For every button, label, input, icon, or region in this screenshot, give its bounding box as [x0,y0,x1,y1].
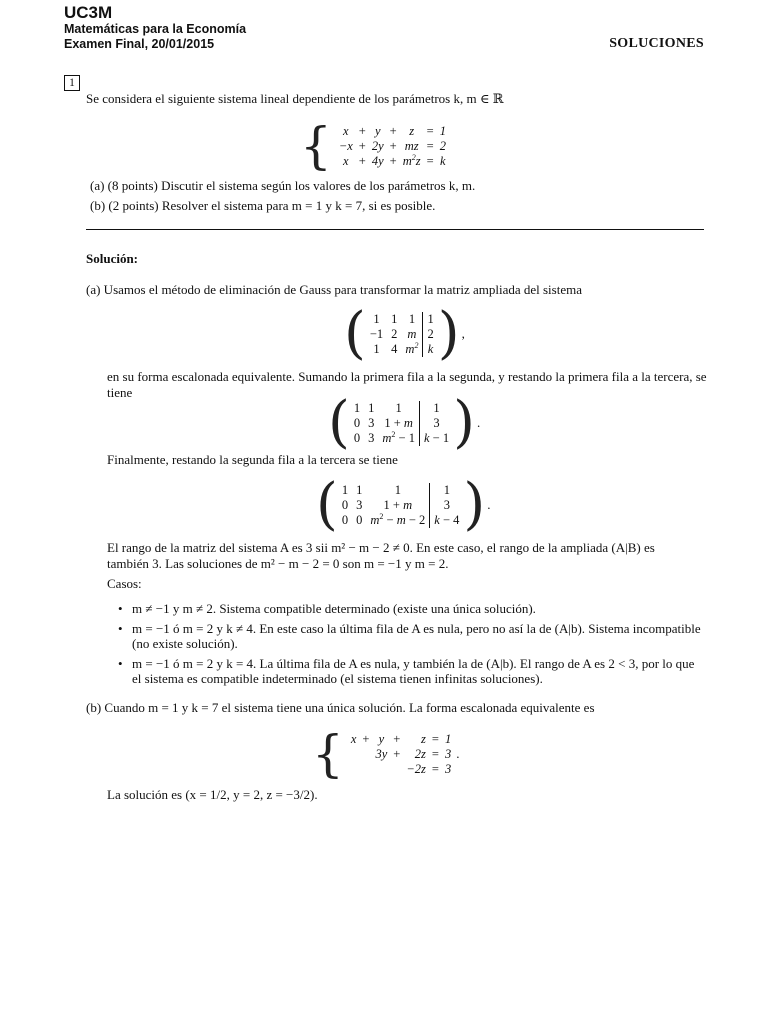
case-item [114,621,706,651]
augmented-matrix: ( 1 1 1 1 −1 2 m 2 1 4 $m^2$ k ) , [344,301,465,366]
bullet-icon: • [118,656,123,671]
equation-system-table: x + y + z = 1 −x + 2y + mz = 2 x + 4y + $m^2z$ = k [338,123,446,168]
solution-a-step2: Finalmente, restando la segunda fila a la tercera se tiene [107,452,398,467]
left-brace: { [312,725,344,783]
equation-system [300,115,449,178]
solutions-label: SOLUCIONES [609,36,704,51]
matrix-step1: ( 1 1 1 1 0 3 1 + m 3 0 3 $m^2 - 1$ k − 1 ) . [328,390,481,455]
case-text: m = −1 ó m = 2 y k ≠ 4. En este caso la última fila de A es nula, pero no así la de (A|b). Sistema incompatible (no existe solución). [132,621,701,651]
bullet-icon: • [118,601,123,616]
case-item [114,656,706,686]
solution-title: Solución: [86,251,139,266]
echelon-system: { x + y + z = 1 3y + 2z = 3 −2z = 3 . [312,723,459,786]
solution-a-intro: (a) Usamos el método de eliminación de Gauss para transformar la matriz ampliada del sistema [86,282,582,297]
solution-b-result: La solución es (x = 1/2, y = 2, z = −3/2). [107,787,318,802]
bullet-icon: • [118,621,123,636]
course-title: Matemáticas para la Economía [64,22,247,36]
cases-label: Casos: [107,576,142,591]
case-item [114,601,706,616]
part-a: (a) (8 points) Discutir el sistema según los valores de los parámetros k, m. [90,178,476,193]
echelon-system-table: x + y + z = 1 3y + 2z = 3 −2z = 3 [350,731,452,776]
university-name: UC3M [64,3,113,22]
solution-b-intro: (b) Cuando m = 1 y k = 7 el sistema tiene una única solución. La forma escalonada equivalente es [86,700,595,715]
matrix-step2: ( 1 1 1 1 0 3 1 + m 3 0 0 $m^2 - m - 2$ k − 4 ) . [316,472,491,537]
rank-text-1: El rango de la matriz del sistema A es 3 sii m² − m − 2 ≠ 0. En este caso, el rango de la ampliada (A|B) es [107,540,655,555]
case-text: m ≠ −1 y m ≠ 2. Sistema compatible determinado (existe una única solución). [132,601,536,616]
solution-a-step1: en su forma escalonada equivalente. Sumando la primera fila a la segunda, y restando la primera fila a la tercera, se tiene [107,369,707,401]
cases-list [114,601,706,691]
part-b: (b) (2 points) Resolver el sistema para m = 1 y k = 7, si es posible. [90,198,436,213]
case-text: m = −1 ó m = 2 y k = 4. La última fila de A es nula, y también la de (A|b). El rango de A es 2 < 3, por lo que el sistema es compatible indeterminado (el sistema tienen infinitas soluciones). [132,656,695,686]
problem-number: 1 [64,75,80,91]
problem-statement: Se considera el siguiente sistema lineal dependiente de los parámetros k, m ∈ ℝ [86,91,504,106]
exam-title: Examen Final, 20/01/2015 [64,37,215,51]
divider [86,229,704,230]
rank-text-2: también 3. Las soluciones de m² − m − 2 = 0 son m = −1 y m = 2. [107,556,449,571]
left-brace: { [300,117,332,175]
